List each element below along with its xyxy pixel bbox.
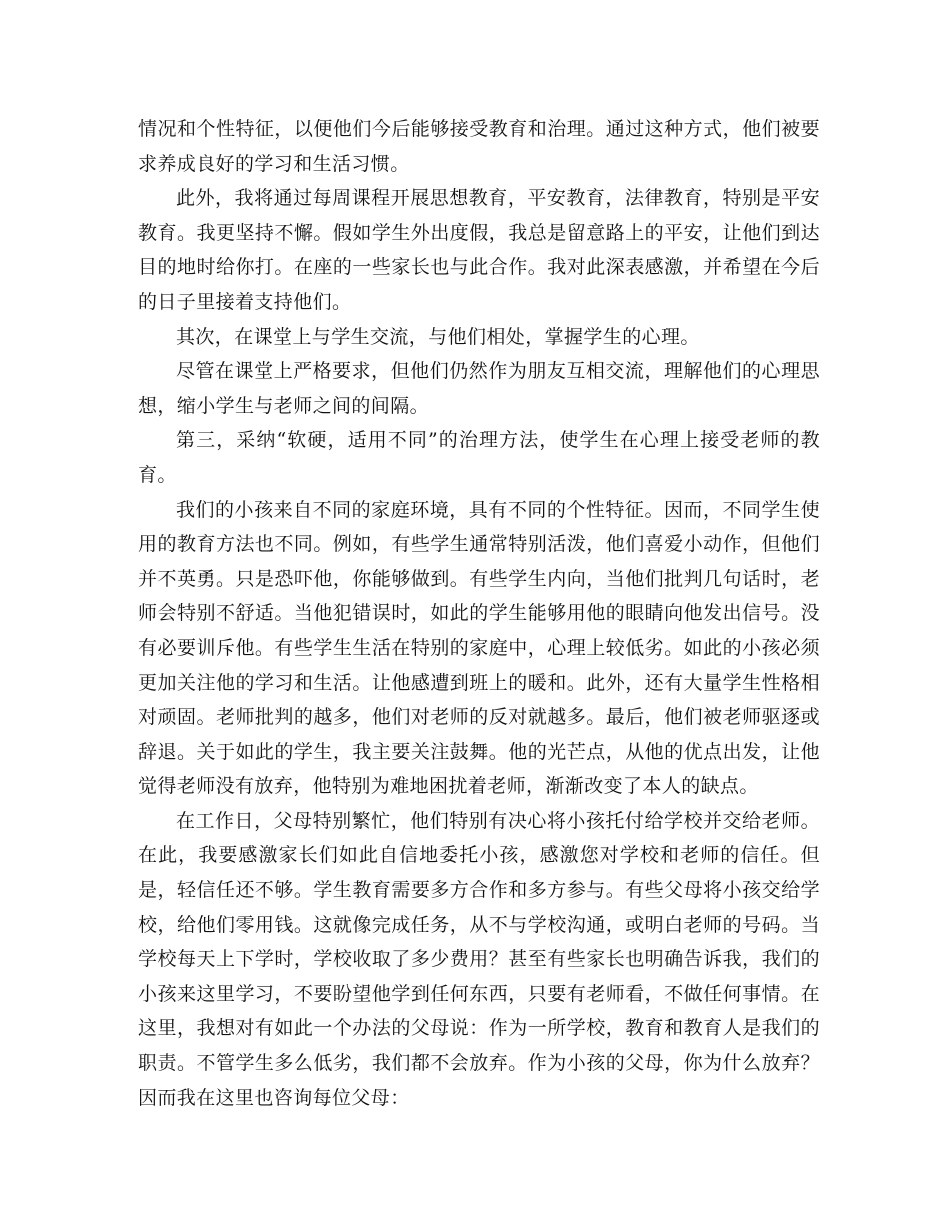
paragraph-2: 此外，我将通过每周课程开展思想教育，平安教育，法律教育，特别是平安教育。我更坚持不懈。假如学生外出度假，我总是留意路上的平安，让他们到达目的地时给你打。在座的一些家长也与此合作。我对此深表感激，并希望在今后的日子里接着支持他们。 (138, 187, 820, 313)
document-body (138, 112, 820, 1115)
paragraph-5: 第三，采纳“软硬，适用不同”的治理方法，使学生在心理上接受老师的教育。 (138, 429, 820, 486)
paragraph-3: 其次，在课堂上与学生交流，与他们相处，掌握学生的心理。 (176, 325, 700, 348)
paragraph-1: 情况和个性特征，以便他们今后能够接受教育和治理。通过这种方式，他们被要求养成良好的学习和生活习惯。 (138, 118, 820, 175)
paragraph-4: 尽管在课堂上严格要求，但他们仍然作为朋友互相交流，理解他们的心理思想，缩小学生与老师之间的间隔。 (138, 360, 820, 417)
paragraph-6: 我们的小孩来自不同的家庭环境，具有不同的个性特征。因而，不同学生使用的教育方法也不同。例如，有些学生通常特别活泼，他们喜爱小动作，但他们并不英勇。只是恐吓他，你能够做到。有些学生内向，当他们批判几句话时，老师会特别不舒适。当他犯错误时，如此的学生能够用他的眼睛向他发出信号。没有必要训斥他。有些学生生活在特别的家庭中，心理上较低劣。如此的小孩必须更加关注他的学习和生活。让他感遭到班上的暖和。此外，还有大量学生性格相对顽固。老师批判的越多，他们对老师的反对就越多。最后，他们被老师驱逐或辞退。关于如此的学生，我主要关注鼓舞。他的光芒点，从他的优点出发，让他觉得老师没有放弃，他特别为难地困扰着老师，渐渐改变了本人的缺点。 (138, 498, 820, 798)
paragraph-7: 在工作日，父母特别繁忙，他们特别有决心将小孩托付给学校并交给老师。在此，我要感激家长们如此自信地委托小孩，感激您对学校和老师的信任。但是，轻信任还不够。学生教育需要多方合作和多方参与。有些父母将小孩交给学校，给他们零用钱。这就像完成任务，从不与学校沟通，或明白老师的号码。当学校每天上下学时，学校收取了多少费用？甚至有些家长也明确告诉我，我们的小孩来这里学习，不要盼望他学到任何东西，只要有老师看，不做任何事情。在这里，我想对有如此一个办法的父母说：作为一所学校，教育和教育人是我们的职责。不管学生多么低劣，我们都不会放弃。作为小孩的父母，你为什么放弃？因而我在这里也咨询每位父母： (138, 809, 820, 1109)
